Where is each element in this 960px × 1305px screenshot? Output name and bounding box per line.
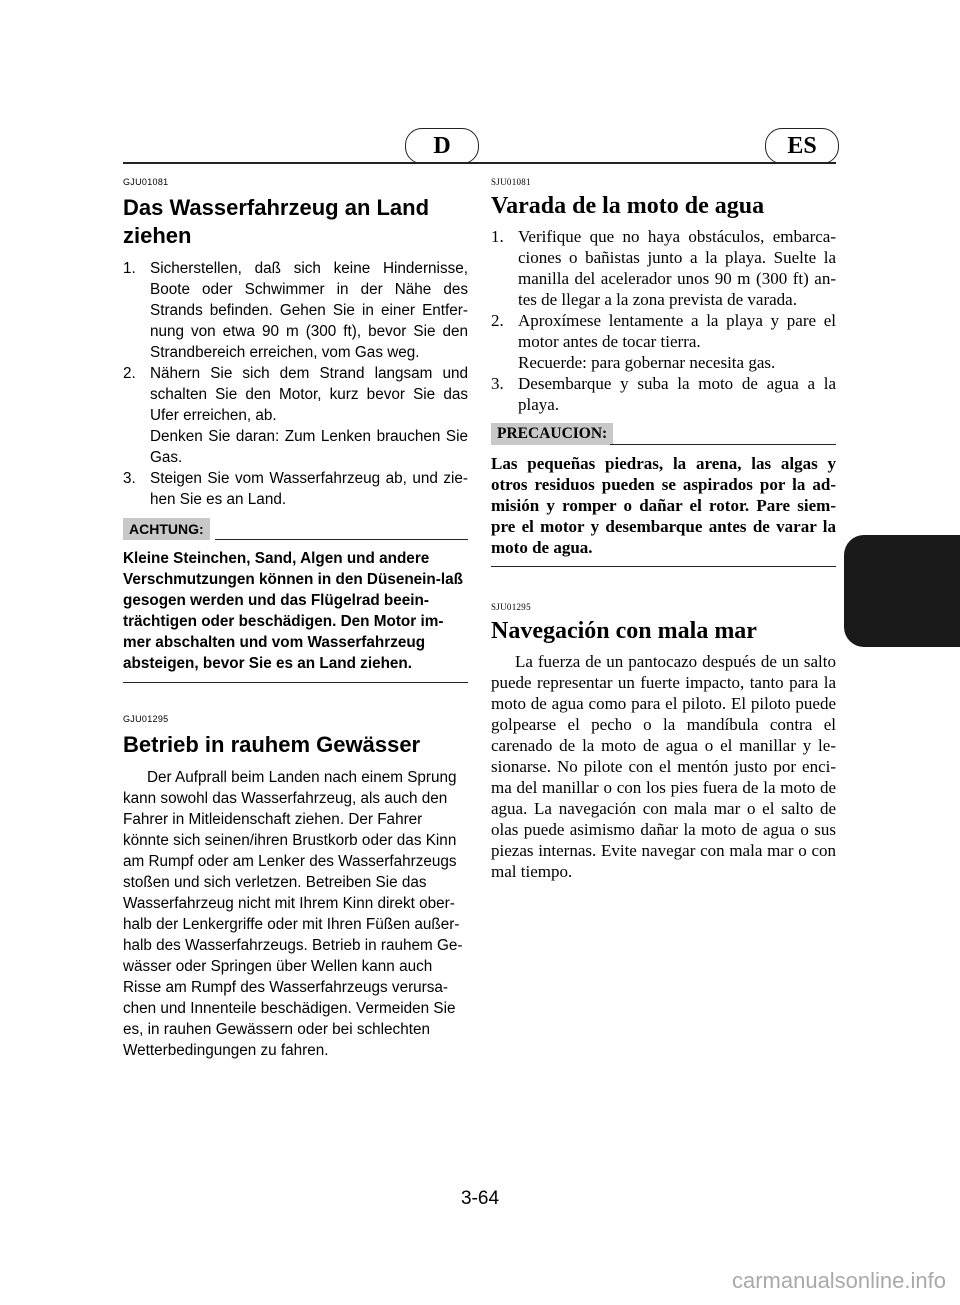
- section-code: SJU01081: [491, 177, 531, 187]
- steps-list: [491, 226, 836, 415]
- section-title: Varada de la moto de agua: [491, 193, 765, 219]
- section-title: Betrieb in rauhem Gewässer: [123, 732, 421, 757]
- chapter-side-tab: [844, 535, 960, 647]
- steps-list: [123, 258, 468, 510]
- warning-header: [123, 518, 468, 542]
- language-tab-spanish: ES: [765, 128, 839, 164]
- warning-text: Kleine Steinchen, Sand, Algen und andere Verschmutzungen können in den Düsenein-laß gesogen werden und das Flügelrad beein-trächtigen oder beschädigen. Den Motor im-mer abschalten und vom Wasserfahrzeug absteigen, bevor Sie es an Land ziehen.: [123, 548, 468, 683]
- section-code: SJU01295: [491, 602, 531, 612]
- list-item: 2. Aproxímese lentamente a la playa y pare el motor antes de tocar tierra. Recuerde: para gobernar necesita gas.: [491, 311, 836, 372]
- header-rule: [123, 162, 836, 164]
- section-code: GJU01295: [123, 714, 169, 724]
- step-note: Recuerde: para gobernar necesita gas.: [518, 353, 776, 372]
- list-item: 1. Verifique que no haya obstáculos, embarca-ciones o bañistas junto a la playa. Suelte la manilla del acelerador unos 90 m (300 ft) an-tes de llegar a la zona prevista de varada.: [491, 227, 836, 309]
- body-paragraph: Der Aufprall beim Landen nach einem Sprung kann sowohl das Wasserfahrzeug, als auch den Fahrer in Mitleidenschaft ziehen. Der Fahrer könnte sich seinen/ihren Brustkorb oder das Kinn am Rumpf oder am Lenker des Wasserfahrzeugs stoßen und sich verletzen. Betreiben Sie das Wasserfahrzeug nicht mit Ihrem Kinn direkt ober-halb der Lenkergriffe oder mit Ihren Füßen außer-halb des Wasserfahrzeugs. Betrieb in rauhem Ge-wässer oder Springen über Wellen kann auch Risse am Rumpf des Wasserfahrzeugs verursa-chen und Innenteile beschädigen. Vermeiden Sie es, in rauhen Gewässern oder bei schlechten Wetterbedingungen zu fahren.: [123, 769, 463, 1059]
- language-tab-german: D: [405, 128, 479, 164]
- section-code: GJU01081: [123, 177, 169, 187]
- step-note: Denken Sie daran: Zum Lenken brauchen Sie Gas.: [150, 428, 468, 466]
- section-title: Das Wasserfahrzeug an Land ziehen: [123, 195, 430, 248]
- list-item: 1. Sicherstellen, daß sich keine Hindernisse, Boote oder Schwimmer in der Nähe des Strands befinden. Gehen Sie in einer Entfer-nung von etwa 90 m (300 ft), bevor Sie den Strandbereich erreichen, vom Gas weg.: [123, 260, 468, 361]
- warning-header: [491, 423, 836, 447]
- body-paragraph: La fuerza de un pantocazo después de un salto puede representar un fuerte impacto, tanto para la moto de agua como para el piloto. El piloto puede golpearse el pecho o la mandíbula contra el carenado de la moto de agua o el manillar y le-sionarse. No pilote con el mentón justo por enci-ma del manillar o con los pies fuera de la moto de agua. La navegación con mala mar o el salto de olas puede asimismo dañar la moto de agua o sus piezas internas. Evite navegar con mala mar o con mal tiempo.: [491, 652, 836, 881]
- section-title: Navegación con mala mar: [491, 618, 757, 644]
- list-item: 2. Nähern Sie sich dem Strand langsam und schalten Sie den Motor, kurz bevor Sie das Ufer erreichen, ab. Denken Sie daran: Zum Lenken brauchen Sie Gas.: [123, 365, 468, 466]
- spanish-column: [491, 176, 836, 882]
- page-number: 3-64: [460, 1188, 500, 1209]
- german-column: [123, 176, 468, 1061]
- watermark: carmanualsonline.info: [731, 1268, 946, 1293]
- list-item: 3. Steigen Sie vom Wasserfahrzeug ab, und zie-hen Sie es an Land.: [123, 470, 468, 508]
- list-item: 3. Desembarque y suba la moto de agua a la playa.: [491, 374, 836, 414]
- warning-text: Las pequeñas piedras, la arena, las algas y otros residuos pueden se aspirados por la ad-misión y romper o dañar el rotor. Pare siem-pre el motor y desembarque antes de varar la moto de agua.: [491, 453, 836, 567]
- warning-label: ACHTUNG:: [123, 518, 210, 540]
- warning-label: PRECAUCION:: [491, 423, 613, 445]
